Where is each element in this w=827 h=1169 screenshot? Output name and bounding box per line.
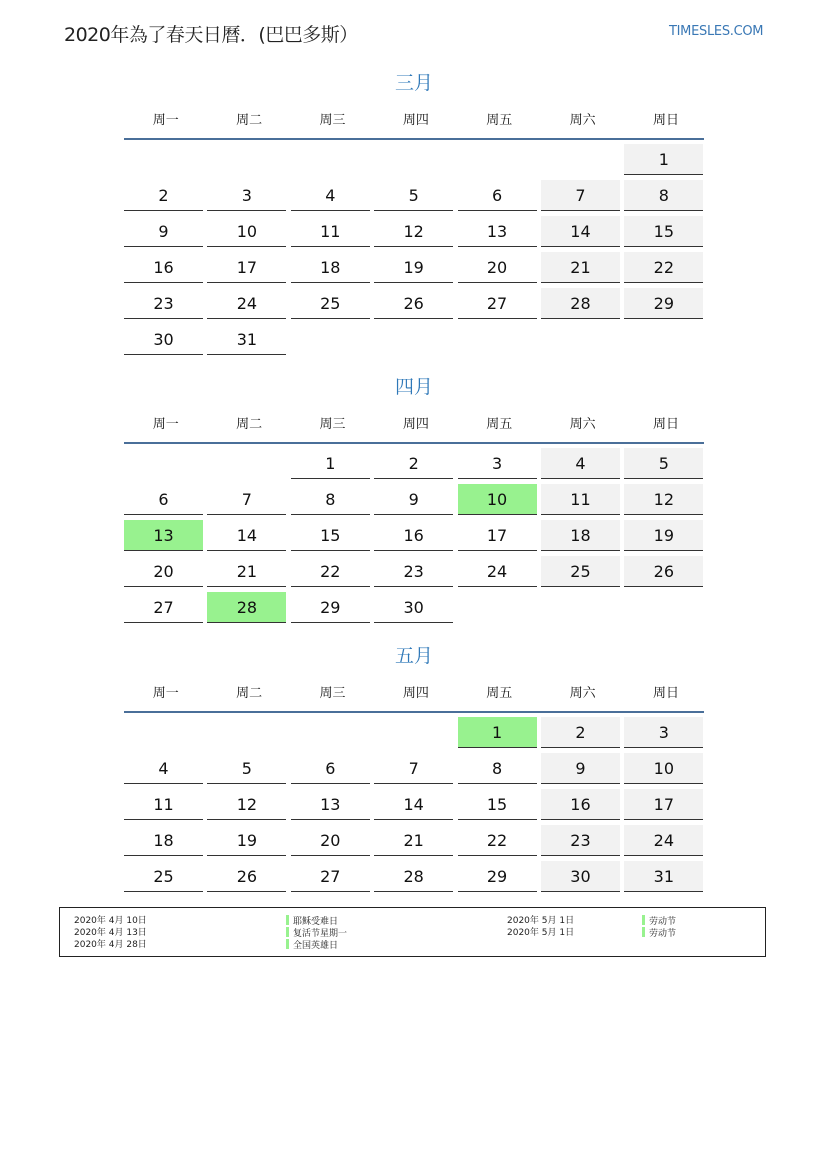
empty-cell bbox=[541, 144, 620, 175]
weekday-label: 周日 bbox=[653, 113, 680, 128]
day-cell[interactable]: 29 bbox=[458, 861, 537, 892]
empty-cell bbox=[124, 144, 203, 175]
day-cell[interactable]: 7 bbox=[207, 484, 286, 515]
day-cell[interactable]: 8 bbox=[291, 484, 370, 515]
day-cell[interactable]: 5 bbox=[207, 753, 286, 784]
day-cell[interactable]: 22 bbox=[624, 252, 703, 283]
day-cell[interactable]: 18 bbox=[124, 825, 203, 856]
empty-cell bbox=[291, 717, 370, 748]
day-cell[interactable]: 11 bbox=[291, 216, 370, 247]
day-cell[interactable]: 5 bbox=[624, 448, 703, 479]
page-title: 2020年為了春天日曆．(巴巴多斯） bbox=[64, 24, 358, 46]
day-cell[interactable]: 20 bbox=[291, 825, 370, 856]
day-cell[interactable]: 24 bbox=[458, 556, 537, 587]
weekday-label: 周一 bbox=[152, 686, 179, 701]
weekday-label: 周二 bbox=[236, 686, 263, 701]
day-cell[interactable]: 28 bbox=[374, 861, 453, 892]
day-cell[interactable]: 12 bbox=[624, 484, 703, 515]
day-cell[interactable]: 25 bbox=[541, 556, 620, 587]
day-cell[interactable]: 14 bbox=[541, 216, 620, 247]
day-cell[interactable]: 25 bbox=[124, 861, 203, 892]
day-cell[interactable]: 7 bbox=[541, 180, 620, 211]
legend-holiday-label: 耶稣受难日 bbox=[293, 917, 339, 927]
month-calendar bbox=[124, 641, 704, 897]
weekday-label: 周三 bbox=[319, 417, 346, 432]
weekday-label: 周六 bbox=[569, 417, 596, 432]
day-cell[interactable]: 16 bbox=[541, 789, 620, 820]
day-cell[interactable]: 2 bbox=[374, 448, 453, 479]
day-cell[interactable]: 5 bbox=[374, 180, 453, 211]
day-cell[interactable]: 2 bbox=[541, 717, 620, 748]
day-cell[interactable]: 15 bbox=[458, 789, 537, 820]
day-grid bbox=[124, 144, 704, 360]
day-cell[interactable]: 20 bbox=[458, 252, 537, 283]
day-cell[interactable]: 30 bbox=[124, 324, 203, 355]
legend-date: 2020年 5月 1日 bbox=[507, 916, 575, 926]
weekday-label: 周四 bbox=[402, 113, 429, 128]
month-calendar bbox=[124, 68, 704, 360]
empty-cell bbox=[374, 717, 453, 748]
holiday-legend bbox=[59, 907, 766, 957]
month-title: 四月 bbox=[394, 376, 433, 398]
day-cell[interactable]: 17 bbox=[624, 789, 703, 820]
day-cell[interactable]: 9 bbox=[541, 753, 620, 784]
day-cell[interactable]: 18 bbox=[541, 520, 620, 551]
day-cell[interactable]: 31 bbox=[624, 861, 703, 892]
day-cell[interactable]: 11 bbox=[541, 484, 620, 515]
day-cell[interactable]: 2 bbox=[124, 180, 203, 211]
day-cell[interactable]: 30 bbox=[374, 592, 453, 623]
legend-date: 2020年 5月 1日 bbox=[507, 928, 575, 938]
day-cell[interactable]: 1 bbox=[624, 144, 703, 175]
holiday-day-cell[interactable]: 13 bbox=[124, 520, 203, 551]
day-cell[interactable]: 4 bbox=[291, 180, 370, 211]
weekday-header bbox=[124, 104, 704, 140]
day-cell[interactable]: 23 bbox=[541, 825, 620, 856]
day-cell[interactable]: 31 bbox=[207, 324, 286, 355]
brand-link[interactable]: TIMESLES.COM bbox=[669, 24, 764, 39]
day-cell[interactable]: 4 bbox=[541, 448, 620, 479]
weekday-label: 周五 bbox=[486, 417, 513, 432]
day-cell[interactable]: 16 bbox=[124, 252, 203, 283]
holiday-day-cell[interactable]: 10 bbox=[458, 484, 537, 515]
weekday-label: 周四 bbox=[402, 417, 429, 432]
legend-date: 2020年 4月 10日 bbox=[74, 916, 147, 926]
holiday-day-cell[interactable]: 28 bbox=[207, 592, 286, 623]
day-cell[interactable]: 16 bbox=[374, 520, 453, 551]
weekday-label: 周五 bbox=[486, 113, 513, 128]
day-cell[interactable]: 26 bbox=[207, 861, 286, 892]
day-cell[interactable]: 8 bbox=[624, 180, 703, 211]
month-calendar bbox=[124, 372, 704, 628]
day-cell[interactable]: 24 bbox=[207, 288, 286, 319]
day-cell[interactable]: 14 bbox=[207, 520, 286, 551]
day-cell[interactable]: 8 bbox=[458, 753, 537, 784]
day-cell[interactable]: 4 bbox=[124, 753, 203, 784]
legend-holiday-label: 劳动节 bbox=[649, 929, 677, 939]
legend-date: 2020年 4月 28日 bbox=[74, 940, 147, 950]
day-cell[interactable]: 27 bbox=[458, 288, 537, 319]
empty-cell bbox=[374, 144, 453, 175]
day-cell[interactable]: 27 bbox=[291, 861, 370, 892]
empty-cell bbox=[124, 448, 203, 479]
legend-holiday-label: 全国英雄日 bbox=[293, 941, 339, 951]
weekday-label: 周一 bbox=[152, 417, 179, 432]
weekday-label: 周三 bbox=[319, 686, 346, 701]
day-cell[interactable]: 1 bbox=[291, 448, 370, 479]
weekday-label: 周日 bbox=[653, 417, 680, 432]
day-cell[interactable]: 6 bbox=[458, 180, 537, 211]
holiday-color-marker bbox=[642, 927, 645, 937]
holiday-color-marker bbox=[286, 939, 289, 949]
day-grid bbox=[124, 448, 704, 628]
empty-cell bbox=[207, 717, 286, 748]
day-cell[interactable]: 3 bbox=[207, 180, 286, 211]
day-cell[interactable]: 10 bbox=[207, 216, 286, 247]
weekday-label: 周一 bbox=[152, 113, 179, 128]
day-cell[interactable]: 14 bbox=[374, 789, 453, 820]
legend-holiday-label: 劳动节 bbox=[649, 917, 677, 927]
weekday-label: 周日 bbox=[653, 686, 680, 701]
day-cell[interactable]: 17 bbox=[458, 520, 537, 551]
day-cell[interactable]: 22 bbox=[291, 556, 370, 587]
weekday-header bbox=[124, 408, 704, 444]
weekday-label: 周六 bbox=[569, 113, 596, 128]
weekday-label: 周三 bbox=[319, 113, 346, 128]
day-cell[interactable]: 19 bbox=[207, 825, 286, 856]
day-cell[interactable]: 22 bbox=[458, 825, 537, 856]
weekday-label: 周二 bbox=[236, 417, 263, 432]
day-cell[interactable]: 12 bbox=[207, 789, 286, 820]
day-cell[interactable]: 26 bbox=[624, 556, 703, 587]
day-cell[interactable]: 23 bbox=[124, 288, 203, 319]
holiday-day-cell[interactable]: 1 bbox=[458, 717, 537, 748]
legend-holiday-name bbox=[642, 927, 676, 940]
day-cell[interactable]: 15 bbox=[291, 520, 370, 551]
day-cell[interactable]: 18 bbox=[291, 252, 370, 283]
empty-cell bbox=[124, 717, 203, 748]
legend-holiday-name bbox=[286, 939, 338, 952]
empty-cell bbox=[207, 144, 286, 175]
holiday-color-marker bbox=[642, 915, 645, 925]
empty-cell bbox=[207, 448, 286, 479]
day-cell[interactable]: 3 bbox=[458, 448, 537, 479]
holiday-color-marker bbox=[286, 927, 289, 937]
empty-cell bbox=[458, 144, 537, 175]
empty-cell bbox=[291, 144, 370, 175]
day-cell[interactable]: 27 bbox=[124, 592, 203, 623]
day-cell[interactable]: 10 bbox=[624, 753, 703, 784]
month-title: 三月 bbox=[394, 72, 433, 94]
day-cell[interactable]: 6 bbox=[291, 753, 370, 784]
day-cell[interactable]: 7 bbox=[374, 753, 453, 784]
day-cell[interactable]: 9 bbox=[374, 484, 453, 515]
weekday-label: 周四 bbox=[402, 686, 429, 701]
day-cell[interactable]: 30 bbox=[541, 861, 620, 892]
day-cell[interactable]: 29 bbox=[624, 288, 703, 319]
day-cell[interactable]: 12 bbox=[374, 216, 453, 247]
day-cell[interactable]: 23 bbox=[374, 556, 453, 587]
day-cell[interactable]: 13 bbox=[458, 216, 537, 247]
day-cell[interactable]: 24 bbox=[624, 825, 703, 856]
day-cell[interactable]: 9 bbox=[124, 216, 203, 247]
day-cell[interactable]: 28 bbox=[541, 288, 620, 319]
day-grid bbox=[124, 717, 704, 897]
legend-date: 2020年 4月 13日 bbox=[74, 928, 147, 938]
day-cell[interactable]: 3 bbox=[624, 717, 703, 748]
month-title: 五月 bbox=[394, 645, 433, 667]
weekday-label: 周二 bbox=[236, 113, 263, 128]
weekday-label: 周五 bbox=[486, 686, 513, 701]
day-cell[interactable]: 20 bbox=[124, 556, 203, 587]
day-cell[interactable]: 21 bbox=[374, 825, 453, 856]
day-cell[interactable]: 17 bbox=[207, 252, 286, 283]
day-cell[interactable]: 21 bbox=[207, 556, 286, 587]
holiday-color-marker bbox=[286, 915, 289, 925]
day-cell[interactable]: 15 bbox=[624, 216, 703, 247]
day-cell[interactable]: 26 bbox=[374, 288, 453, 319]
day-cell[interactable]: 19 bbox=[624, 520, 703, 551]
day-cell[interactable]: 6 bbox=[124, 484, 203, 515]
day-cell[interactable]: 19 bbox=[374, 252, 453, 283]
day-cell[interactable]: 29 bbox=[291, 592, 370, 623]
day-cell[interactable]: 25 bbox=[291, 288, 370, 319]
legend-holiday-label: 复活节星期一 bbox=[293, 929, 348, 939]
day-cell[interactable]: 13 bbox=[291, 789, 370, 820]
weekday-header bbox=[124, 677, 704, 713]
day-cell[interactable]: 11 bbox=[124, 789, 203, 820]
day-cell[interactable]: 21 bbox=[541, 252, 620, 283]
weekday-label: 周六 bbox=[569, 686, 596, 701]
